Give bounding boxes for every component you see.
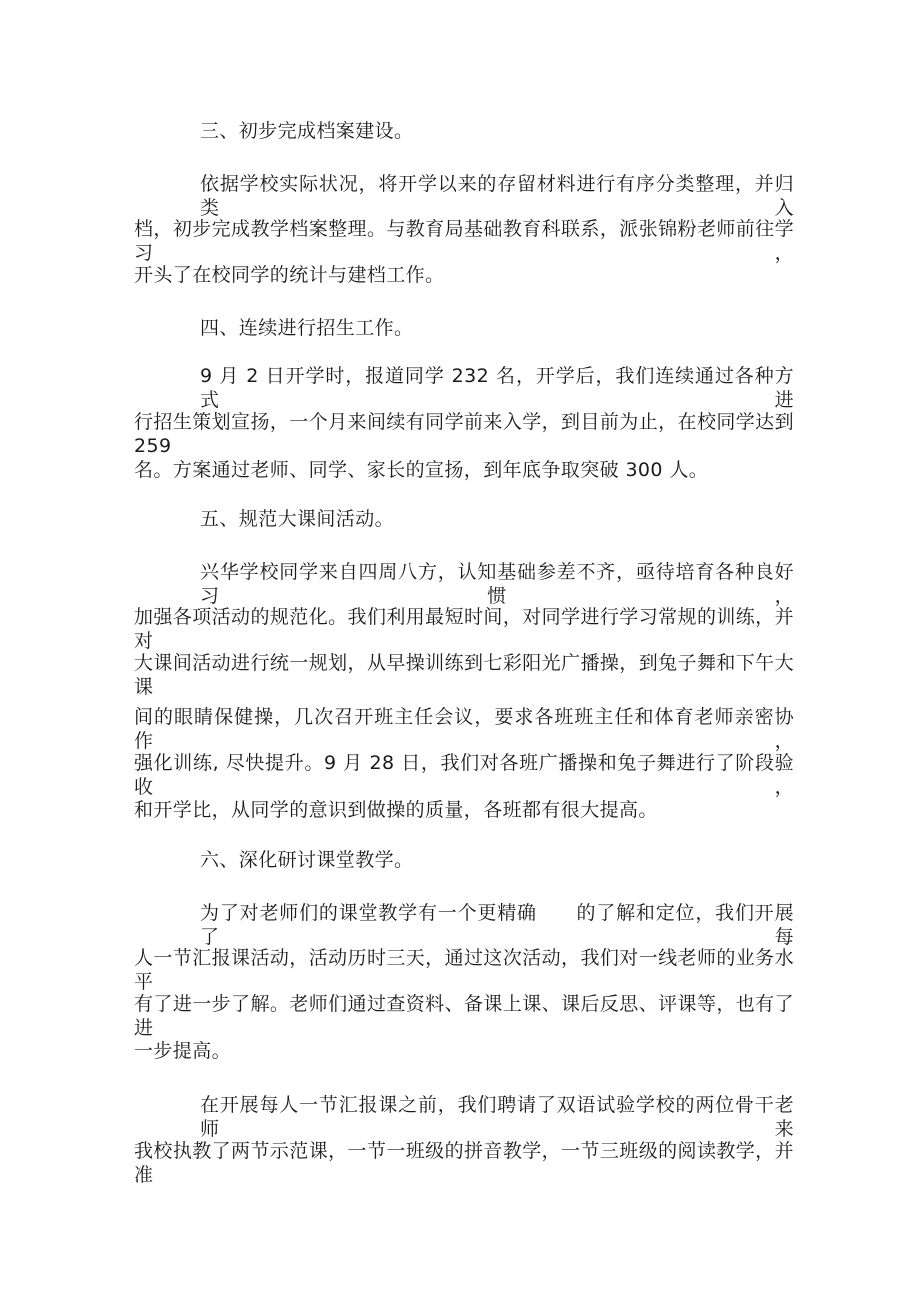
paragraph-line: 名。方案通过老师、同学、家长的宣扬，到年底争取突破 300 人。 [134, 459, 709, 481]
paragraph-line: 一步提高。 [134, 1040, 232, 1062]
heading-section-6: 六、深化研讨课堂教学。 [200, 849, 414, 871]
paragraph-line: 依据学校实际状况，将开学以来的存留材料进行有序分类整理，并归类入 [200, 173, 794, 219]
paragraph-line: 兴华学校同学来自四周八方，认知基础参差不齐，亟待培育各种良好习惯， [200, 561, 794, 607]
paragraph-line: 间的眼睛保健操，几次召开班主任会议，要求各班班主任和体育老师亲密协作， [134, 706, 794, 752]
paragraph-line: 9 月 2 日开学时，报道同学 232 名，开学后，我们连续通过各种方式进 [200, 365, 794, 411]
paragraph-line: 为了对老师们的课堂教学有一个更精确 的了解和定位，我们开展了每 [200, 902, 794, 948]
paragraph-line: 强化训练, 尽快提升。9 月 28 日，我们对各班广播操和兔子舞进行了阶段验收， [134, 752, 794, 798]
heading-section-3: 三、初步完成档案建设。 [200, 120, 414, 142]
heading-section-5: 五、规范大课间活动。 [200, 508, 395, 530]
paragraph-line: 我校执教了两节示范课，一节一班级的拼音教学，一节三班级的阅读教学，并准 [134, 1140, 794, 1186]
paragraph-line: 人一节汇报课活动，活动历时三天，通过这次活动，我们对一线老师的业务水平 [134, 947, 794, 993]
paragraph-line: 行招生策划宣扬，一个月来间续有同学前来入学，到目前为止，在校同学达到 259 [134, 411, 794, 457]
paragraph-line: 和开学比，从同学的意识到做操的质量，各班都有很大提高。 [134, 799, 658, 821]
paragraph-line: 开头了在校同学的统计与建档工作。 [134, 264, 445, 286]
heading-section-4: 四、连续进行招生工作。 [200, 317, 414, 339]
paragraph-line: 大课间活动进行统一规划，从早操训练到七彩阳光广播操，到兔子舞和下午大课 [134, 652, 794, 698]
paragraph-line: 加强各项活动的规范化。我们利用最短时间，对同学进行学习常规的训练，并对 [134, 606, 794, 652]
paragraph-line: 有了进一步了解。老师们通过查资料、备课上课、课后反思、评课等，也有了进 [134, 993, 794, 1039]
paragraph-line: 在开展每人一节汇报课之前，我们聘请了双语试验学校的两位骨干老师来 [200, 1094, 794, 1140]
paragraph-line: 档，初步完成教学档案整理。与教育局基础教育科联系，派张锦粉老师前往学习， [134, 218, 794, 264]
